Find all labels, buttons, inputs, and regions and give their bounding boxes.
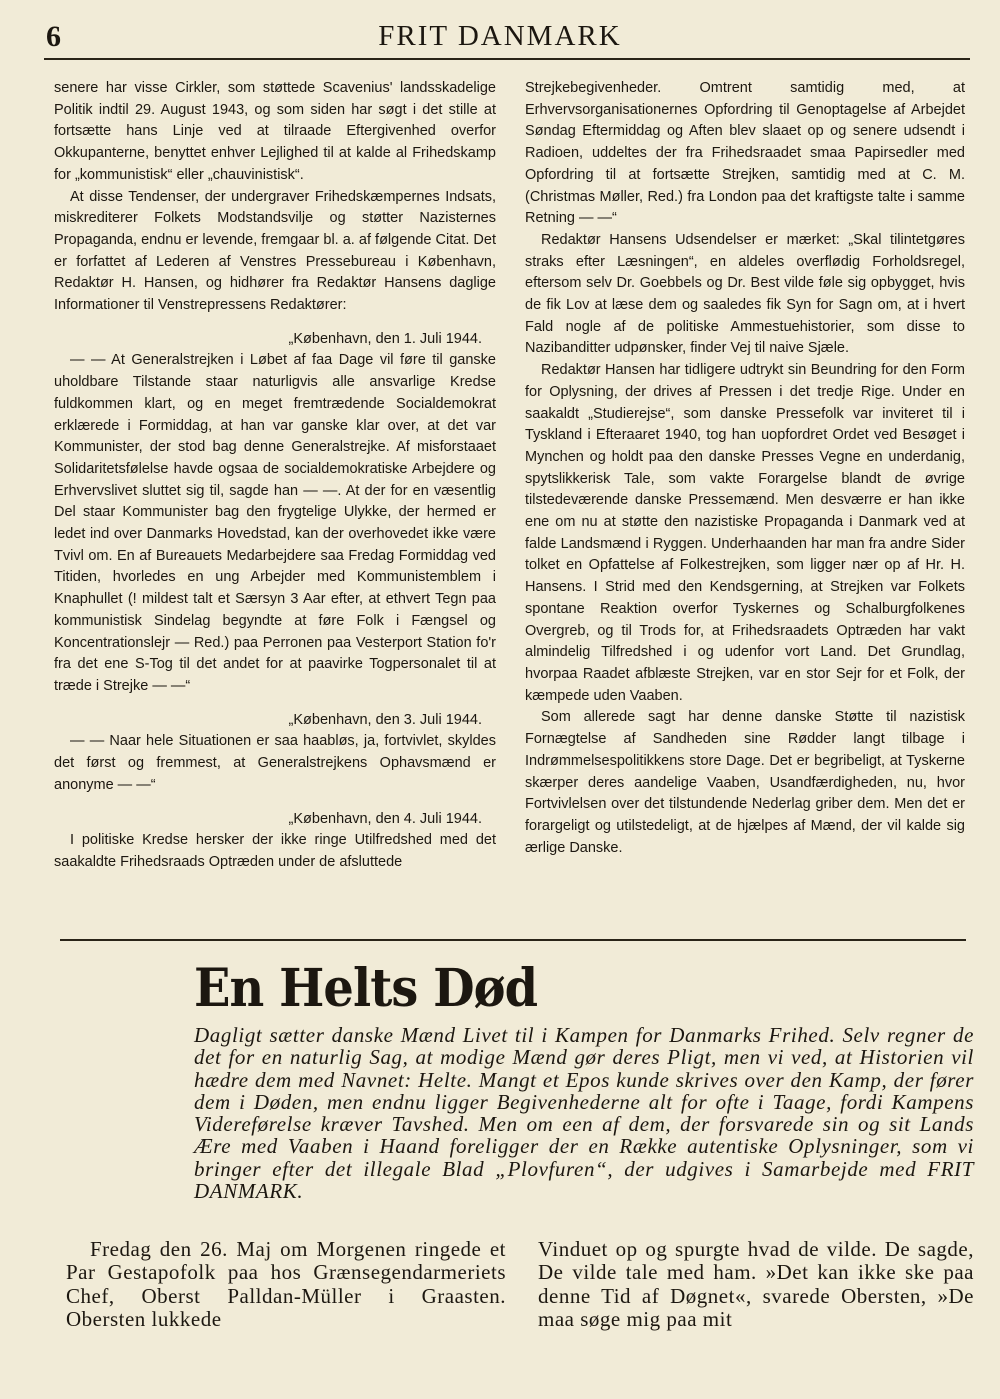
right-paragraph-2: Redaktør Hansens Udsendelser er mærket: „Skal tilintetgøres straks efter Læsningen“, en aldeles overflødig Forholdsregel, eftersom selv Dr. Goebbels og Dr. Best vilde føle sig opbygget, hvis de fik Lov at læse dem og saaledes fik Syn for Sagn om, at i hvert Fald nogle af de politiske Ammestuehistorier, som disse to Nazibanditter udpønsker, finder Vej til naive Sjæle. bbox=[525, 231, 965, 357]
story-column-right: Vinduet op og spurgte hvad de vilde. De sagde, De vilde tale med ham. »Det kan ikke ske paa denne Tid af Døgnet«, svarede Obersten, »De maa søge mig paa mit bbox=[538, 1238, 974, 1331]
article-headline: En Helts Død bbox=[194, 958, 538, 1019]
dateline-3: „København, den 4. Juli 1944. bbox=[288, 810, 482, 827]
left-column bbox=[54, 78, 496, 928]
right-paragraph-4: Som allerede sagt har denne danske Støtte til nazistisk Fornægtelse af Sandheden sine Rødder langt tilbage i Indrømmelsespolitikkens store Dage. Det er begribeligt, at Tyskerne skærper deres aandelige Vaaben, Usandfærdigheden, nu, hvor Fortvivlelsen over det tilstundende Nederlag griber dem. Men det er forargeligt og utilstedeligt, at de hjælpes af Mænd, der vil kalde sig ærlige Danske. bbox=[525, 709, 965, 856]
page-number: 6 bbox=[46, 20, 61, 53]
masthead: FRIT DANMARK bbox=[378, 20, 622, 52]
right-paragraph-3: Redaktør Hansen har tidligere udtrykt sin Beundring for den Form for Oplysning, der drives af Pressen i det tredje Rige. Under en saakaldt „Studierejse“, som danske Pressefolk var inviteret til i Tyskland i Efteraaret 1940, tog han uopfordret Ordet ved Besøget i Mynchen og holdt paa den danske Presses Vegne en underdanig, spytslikkerisk Tale, som vakte Forargelse blandt de øvrige tilstedeværende danske Pressemænd. Men desværre er han ikke ene om nu at støtte den nazistiske Propaganda i Danmark ved at falde Landsmænd i Ryggen. Underhaanden har man fra andre Sider tolket en Opfattelse af Folkestrejken, som ligger nær op af Hr. H. Hansens. I Strid med den Kendsgerning, at Strejken var Folkets spontane Reaktion overfor Tyskernes og Schalburgfolkenes Overgreb, og til Trods for, at Frihedsraadets Optræden har vakt almindelig Tilfredshed i og udenfor vort Land. Det Grundlag, hvorpaa Raadet afblæste Strejken, var en stor Sejr for et Folk, der kæmpede uden Vaaben. bbox=[525, 362, 965, 704]
left-paragraph-1: senere har visse Cirkler, som støttede Scavenius' landsskadelige Politik indtil 29. August 1943, og som siden har søgt i det stille at fortsætte hans Linje ved at tilraade Eftergivenhed overfor Okkupanterne, benyttet enhver Lejlighed til at kalde al Frihedskamp for „kommunistisk“ eller „chauvinistisk“. bbox=[54, 80, 496, 183]
article-intro: Dagligt sætter danske Mænd Livet til i Kampen for Danmarks Frihed. Selv regner de det for en naturlig Sag, at modige Mænd gør deres Pligt, men vi ved, at Historien vil hædre dem med Navnet: Helte. Mangt et Epos kunde skrives over den Kamp, der fører dem i Døden, men endnu ligger Begivenhederne alt for ofte i Taage, fordi Kampens Videreførelse kræver Tavshed. Men om een af dem, der forsvarede sin og sit Lands Ære med Vaaben i Haand foreligger der en Række autentiske Oplysninger, som vi bringer efter det illegale Blad „Plovfuren“, der udgives i Samarbejde med FRIT DANMARK. bbox=[194, 1023, 974, 1204]
dateline-1: „København, den 1. Juli 1944. bbox=[288, 330, 482, 347]
quote-paragraph-1: — — At Generalstrejken i Løbet af faa Dage vil føre til ganske uholdbare Tilstande staar naturligvis alle ansvarlige Kredse fuldkommen klart, og en meget fremtrædende Socialdemokrat erklærede i Formiddag, at han var ganske klar over, at det var Kommunister, der stod bag denne Generalstrejke. Af misforstaaet Solidaritetsfølelse havde ogsaa de socialdemokratiske Arbejdere og Erhvervslivet sluttet sig til, sagde han — —. At der for en væsentlig Del staar Kommunister bag den frygtelige Ulykke, der hermed er ledet ind over Danmarks Hovedstad, kan der overhovedet ikke være Tvivl om. En af Bureauets Medarbejdere saa Fredag Formiddag ved Titiden, hvorledes en ung Arbejder med Kommunistemblem i Knaphullet (! mildest talt et Særsyn 3 Aar efter, at ethvert Tegn paa kommunistisk Sindelag begyndte at føre Folk i Fængsel og Koncentrationslejr — Red.) paa Perronen paa Vesterport Station fo'r fra det ene S-Tog til det andet for at paavirke Togpersonalet til at træde i Strejke — —“ bbox=[54, 352, 496, 694]
top-divider bbox=[44, 58, 970, 60]
dateline-2: „København, den 3. Juli 1944. bbox=[288, 711, 482, 728]
left-paragraph-5: I politiske Kredse hersker der ikke ringe Utilfredshed med det saakaldte Frihedsraads Optræden under de afsluttede bbox=[54, 832, 496, 870]
section-divider bbox=[60, 939, 966, 941]
right-paragraph-1: Strejkebegivenheder. Omtrent samtidig med, at Erhvervsorganisationernes Opfordring til Genoptagelse af Arbejdet Søndag Eftermiddag og Aften blev slaaet op og senere udsendt i Radioen, uddeltes der fra Frihedsraadet smaa Papirsedler med Opfordring til at fortsætte Strejken, samtidig med at C. M. (Christmas Møller, Red.) fra London paa det kraftigste talte i samme Retning — —“ bbox=[525, 80, 965, 227]
story-column-left: Fredag den 26. Maj om Morgenen ringede et Par Gestapofolk paa hos Grænsegendarmeriets Chef, Oberst Palldan-Müller i Graasten. Obersten lukkede bbox=[66, 1238, 506, 1331]
left-paragraph-2: At disse Tendenser, der undergraver Frihedskæmpernes Indsats, miskrediterer Folkets Modstandsvilje og støtter Nazisternes Propaganda, endnu er levende, fremgaar bl. a. af følgende Citat. Det er forfattet af Lederen af Venstres Pressebureau i København, Redaktør H. Hansen, og hidhører fra Redaktør Hansens daglige Informationer til Venstrepressens Redaktører: bbox=[54, 188, 496, 314]
right-column bbox=[525, 78, 965, 928]
quote-paragraph-2: — — Naar hele Situationen er saa haabløs, ja, fortvivlet, skyldes det først og fremmest, at Generalstrejkens Ophavsmænd er anonyme — —“ bbox=[54, 733, 496, 793]
